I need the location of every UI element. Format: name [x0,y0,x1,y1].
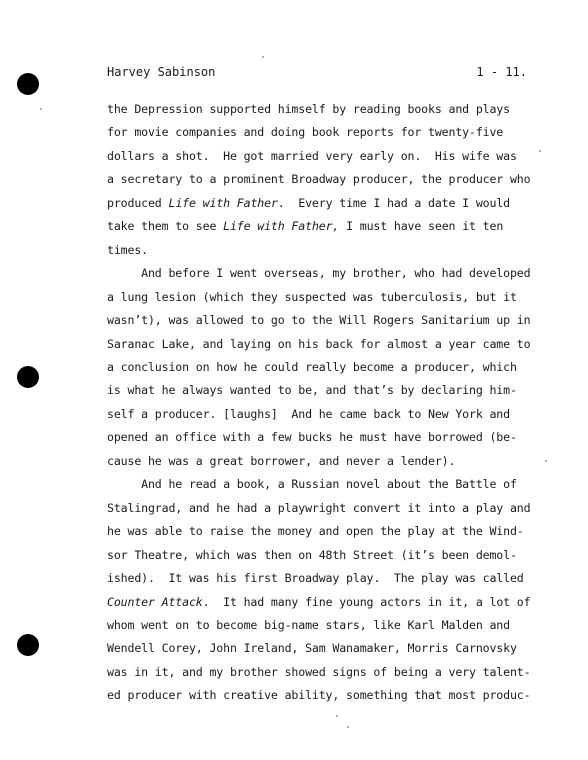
text-line [107,262,531,285]
text-segment: a conclusion on how he could really become a producer, which [107,359,517,374]
text-line [107,520,527,543]
text-line [107,286,527,309]
binder-hole-bottom [17,634,39,656]
text-line [107,684,531,707]
text-segment: And he read a book, a Russian novel about the Battle of [107,477,517,492]
text-segment: was in it, and my brother showed signs of being a very talent- [107,664,531,679]
scan-speck [545,460,547,462]
text-segment: . It had many fine young actors in it, a lot of [202,594,531,609]
text-line [107,614,527,637]
text-line [107,356,527,379]
italic-title: Life with Father [168,195,278,210]
text-line [107,333,531,356]
text-segment: a secretary to a prominent Broadway producer, the producer who [107,172,531,187]
text-line [107,591,531,614]
text-segment: sor Theatre, which was then on 48th Street (it’s been demol- [107,547,517,562]
text-line [107,473,527,496]
text-segment: self a producer. [laughs] And he came back to New York and [107,406,510,421]
text-segment: opened an office with a few bucks he must have borrowed (be- [107,430,517,445]
text-line [107,145,527,168]
text-segment: Wendell Corey, John Ireland, Sam Wanamaker, Morris Carnovsky [107,641,517,656]
text-line [107,239,527,262]
text-segment: whom went on to become big-name stars, like Karl Malden and [107,617,510,632]
scan-speck [40,108,42,110]
italic-title: Life with Father, [223,219,340,234]
header-name: Harvey Sabinson [107,65,216,79]
text-line [107,450,527,473]
text-line [107,544,527,567]
text-line [107,168,531,191]
text-segment: Stalingrad, and he had a playwright convert it into a play and [107,500,531,515]
text-segment: take them to see [107,219,224,234]
text-line [107,497,531,520]
text-segment: wasn’t), was allowed to go to the Will Rogers Sanitarium up in [107,313,531,328]
text-line [107,98,527,121]
scan-speck [539,150,541,152]
text-segment: for movie companies and doing book reports for twenty-five [107,125,504,140]
text-line [107,426,527,449]
text-segment: . Every time I had a date I would [277,195,510,210]
text-segment: ed producer with creative ability, something that most produc- [107,688,531,703]
text-segment: I must have seen it ten [339,219,504,234]
text-segment: the Depression supported himself by reading books and plays [107,102,510,116]
text-line [107,567,527,590]
text-segment: is what he always wanted to be, and that’s by declaring him- [107,383,517,398]
text-line [107,637,527,660]
text-segment: Saranac Lake, and laying on his back for almost a year came to [107,336,531,351]
text-segment: dollars a shot. He got married very early on. His wife was [107,148,517,163]
text-segment: ished). It was his first Broadway play. The play was called [107,571,524,586]
text-line [107,215,527,238]
italic-title: Counter Attack [107,594,203,609]
binder-hole-middle [17,366,39,388]
scan-speck [347,726,349,728]
text-line [107,661,531,684]
text-line [107,192,527,215]
text-segment: cause he was a great borrower, and never a lender). [107,453,456,468]
text-line [107,121,527,144]
page-number: 1 - 11. [476,65,527,79]
text-line [107,403,527,426]
text-segment: a lung lesion (which they suspected was tuberculosis, but it [107,289,517,304]
binder-hole-top [17,73,39,95]
text-line [107,379,527,402]
scan-speck [262,56,264,58]
text-segment: he was able to raise the money and open the play at the Wind- [107,524,524,539]
text-segment: times. [107,242,148,257]
scan-speck [336,715,338,717]
text-line [107,309,531,332]
text-segment: produced [107,195,169,210]
text-segment: And before I went overseas, my brother, who had developed [107,266,531,281]
page-header [107,64,527,80]
body-text [107,98,531,708]
